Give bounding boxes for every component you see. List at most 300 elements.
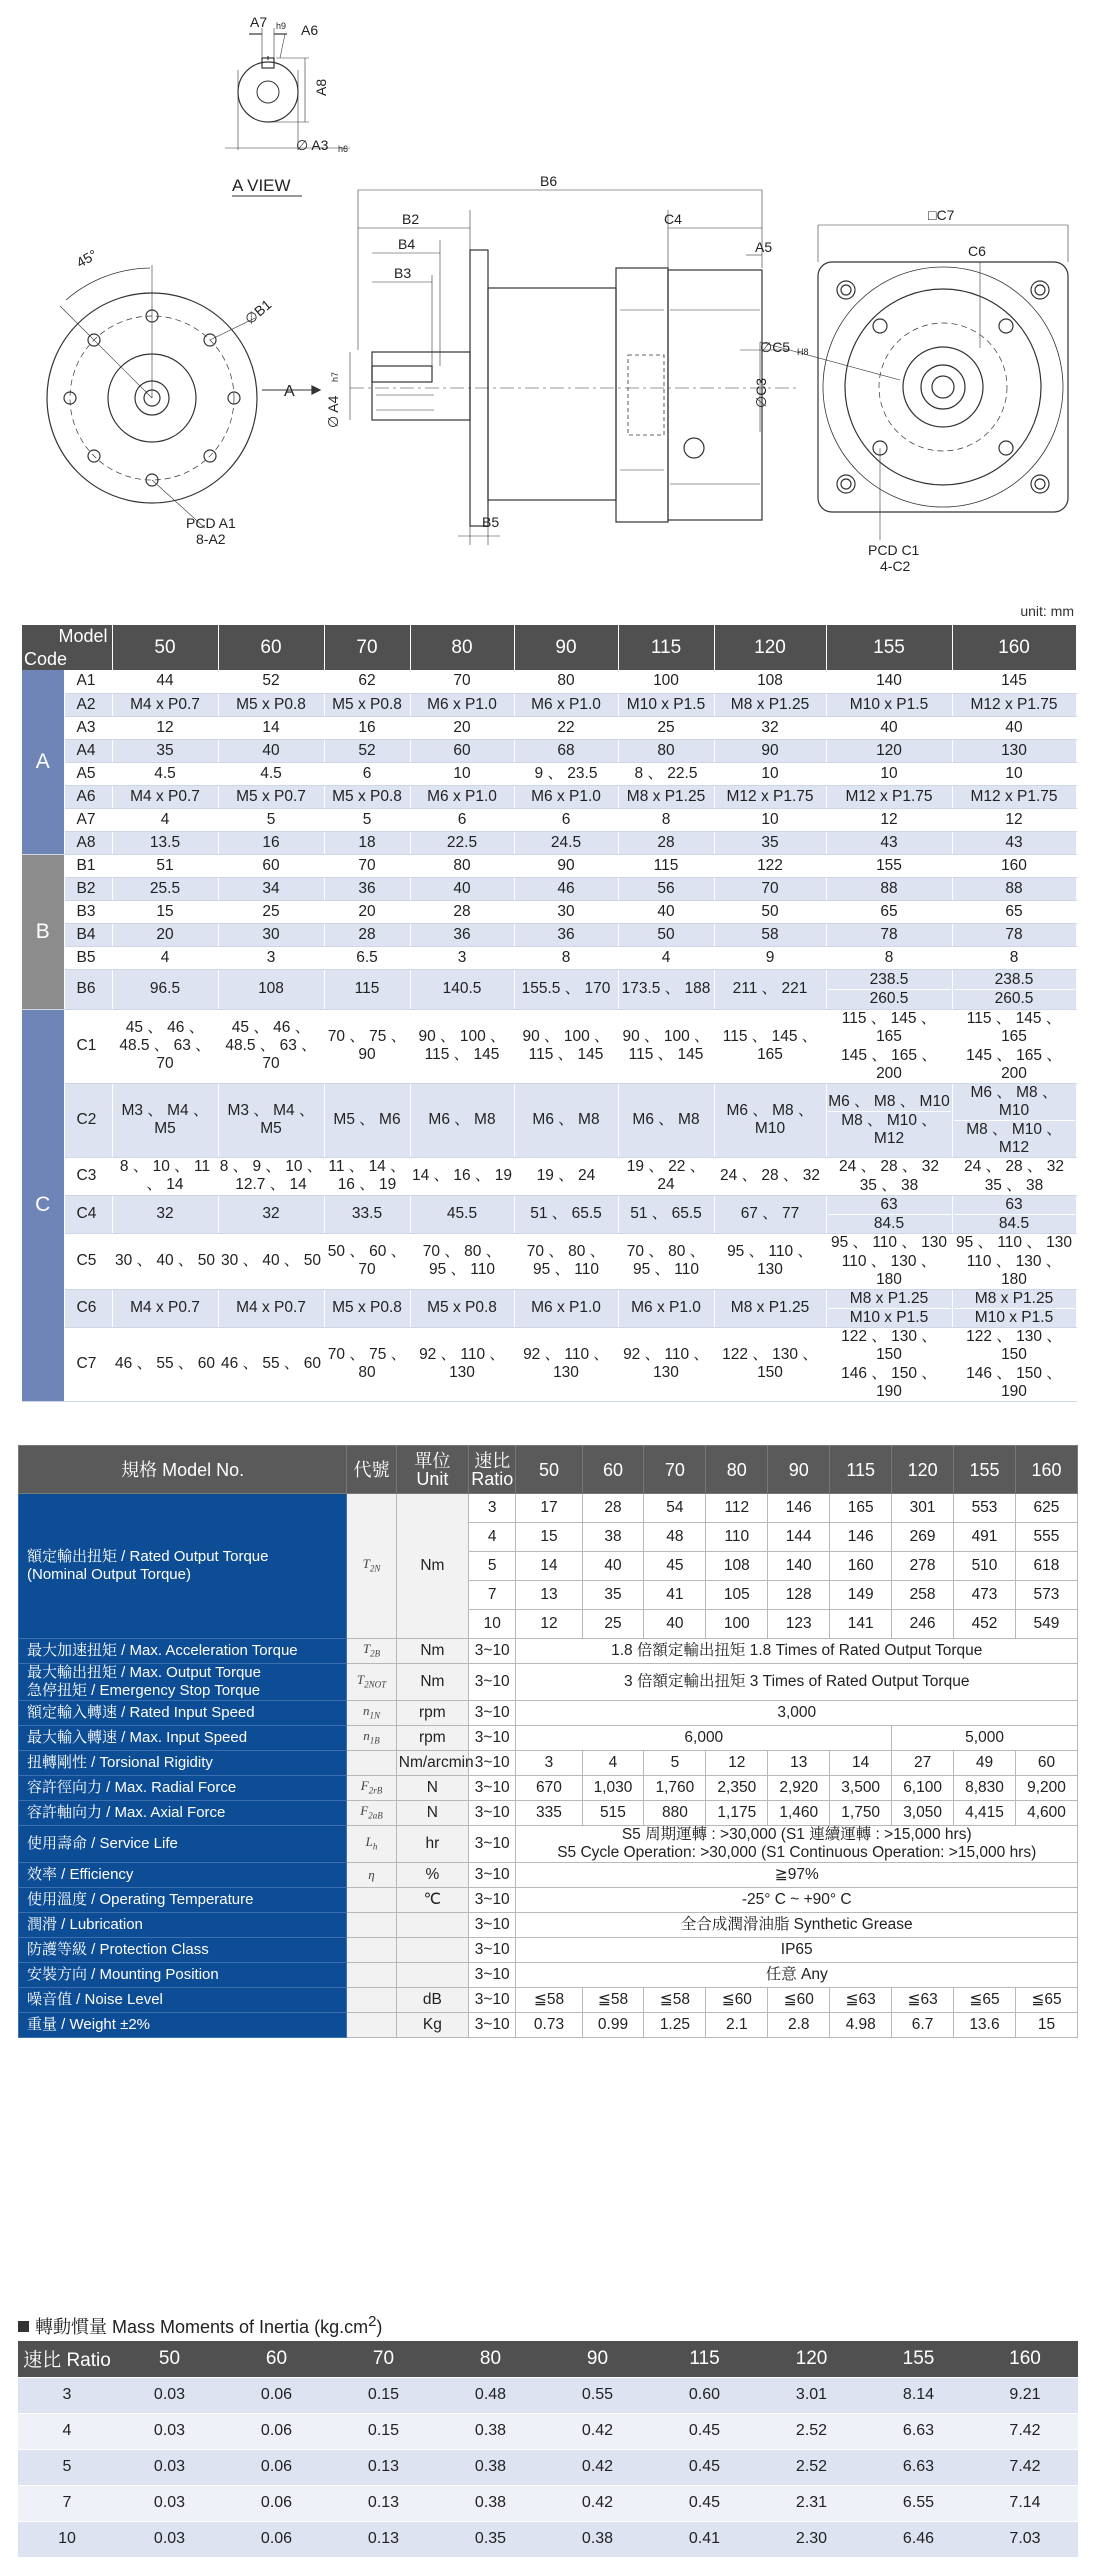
dimension-value (952, 1233, 1076, 1289)
torque-value: 14 (516, 1552, 582, 1581)
dimension-value-part: 80 (453, 856, 471, 874)
model-header: 155 (826, 625, 952, 670)
dimension-value-part: 40 (453, 879, 471, 897)
dimension-value-part: M6 x P1.0 (427, 695, 497, 713)
dimension-value (324, 1083, 410, 1157)
dimension-value (410, 716, 514, 739)
dimension-value-part: 50 、 60 、 70 (327, 1243, 407, 1278)
dimension-value (112, 969, 218, 1009)
model-header: 120 (758, 2341, 865, 2377)
inertia-value: 0.06 (223, 2521, 330, 2557)
dimension-value-part: 90 (557, 856, 575, 874)
dimension-value-part: 100 (653, 672, 679, 690)
spec-label: 額定輸入轉速 / Rated Input Speed (19, 1701, 347, 1726)
dimension-value-part: 115 (653, 856, 679, 874)
dimension-value-part: M12 x P1.75 (726, 787, 814, 805)
spec-unit: % (396, 1863, 468, 1888)
dimension-value-part: 40 (657, 902, 675, 920)
dimension-value-part: 51 、 65.5 (530, 1205, 602, 1222)
ratio-cell: 5 (18, 2449, 116, 2485)
spec-value: 3 (516, 1751, 582, 1776)
dimension-row (22, 1083, 1076, 1157)
dimension-value-part: 46 (557, 879, 575, 897)
dimension-value (952, 946, 1076, 969)
dimension-value (826, 1157, 952, 1195)
dimension-value (618, 1083, 714, 1157)
ratio-cell: 3~10 (469, 1751, 516, 1776)
model-header: 155 (865, 2341, 972, 2377)
dimension-value (218, 946, 324, 969)
dimension-value-part: M5 、 M6 (333, 1111, 401, 1128)
spec-symbol: $F_{2aB}$ (347, 1801, 397, 1826)
dimension-value (618, 1233, 714, 1289)
dimension-value-part: 32 (262, 1205, 280, 1222)
dimension-value-part: 10 (453, 764, 471, 782)
dimension-value-part: M6 x P1.0 (531, 787, 601, 805)
dimension-value (218, 762, 324, 785)
spec-value: 49 (954, 1751, 1016, 1776)
dimension-value (826, 739, 952, 762)
torque-value: 491 (954, 1523, 1016, 1552)
dimension-value-part: 145 、 165 、 200 (828, 1046, 951, 1083)
spec-value: 60 (1015, 1751, 1077, 1776)
spec-label: 重量 / Weight ±2% (19, 2013, 347, 2038)
dimension-value-part: 30 (262, 925, 280, 943)
dimension-row (22, 716, 1076, 739)
dimension-value (218, 1195, 324, 1233)
dimension-value (112, 923, 218, 946)
dimension-value (714, 969, 826, 1009)
dimension-value (514, 877, 618, 900)
dimension-value (514, 670, 618, 693)
dimension-value-part: 90 、 100 、 (418, 1028, 506, 1045)
dimension-value-part: M6 、 M8 、 M10 (970, 1083, 1058, 1119)
dimension-value-part: 70 、 75 、 90 (327, 1028, 407, 1063)
dimension-value-part: 10 (880, 764, 898, 782)
dimension-value (112, 900, 218, 923)
spec-value: 2,920 (768, 1776, 830, 1801)
spec-span-value: 1.8 倍額定輸出扭矩 1.8 Times of Rated Output Torque (516, 1639, 1078, 1664)
inertia-value: 0.42 (544, 2449, 651, 2485)
inertia-value: 8.14 (865, 2377, 972, 2413)
dimension-value-part: 8 (561, 948, 571, 966)
spec-label: 扭轉剛性 / Torsional Rigidity (19, 1751, 347, 1776)
ratio-cell: 3~10 (469, 1776, 516, 1801)
inertia-value: 7.03 (972, 2521, 1078, 2557)
spec-value: 14 (830, 1751, 892, 1776)
dimension-value-part: 92 、 110 、 130 (419, 1346, 505, 1381)
dimension-value (714, 1233, 826, 1289)
dimension-value-part: 56 (657, 879, 675, 897)
dimension-value (714, 854, 826, 877)
dimension-value (410, 1083, 514, 1157)
label-a: A (284, 383, 295, 400)
dimension-value (714, 808, 826, 831)
spec-span-value: IP65 (516, 1938, 1078, 1963)
dimension-value-part: M3 、 M4 、 M5 (227, 1102, 315, 1137)
dimension-value-part: 80 (557, 672, 575, 690)
ratio-header: 速比 Ratio (469, 1446, 516, 1494)
dimension-value (410, 1289, 514, 1327)
dimension-value (112, 1009, 218, 1083)
ratio-cell: 7 (18, 2485, 116, 2521)
spec-value: ≦63 (892, 1988, 954, 2013)
dimension-value-part: 40 (880, 718, 898, 736)
dimension-value (952, 670, 1076, 693)
spec-value: 5 (644, 1751, 706, 1776)
dimension-value (826, 693, 952, 716)
dimension-value (112, 1083, 218, 1157)
dimension-value-part: 50 (761, 902, 779, 920)
dimension-value (952, 1083, 1076, 1157)
rated-torque-symbol: $T_{2N}$ (347, 1494, 397, 1639)
inertia-ratio-header: 速比 Ratio (18, 2341, 116, 2377)
dimension-code: B3 (64, 900, 112, 923)
dimension-value (218, 1009, 324, 1083)
torque-value: 12 (516, 1610, 582, 1639)
dimension-value-part: 51 (156, 856, 174, 874)
dimension-value-part: M10 x P1.5 (828, 1308, 951, 1327)
dimension-value-part: 110 、 130 、 180 (828, 1252, 951, 1289)
label-b1: ∅B1 (241, 296, 275, 328)
dimension-value-part: 146 、 150 、 190 (954, 1364, 1075, 1401)
dimension-value (410, 1195, 514, 1233)
dimension-value-part: 115 、 145 (628, 1046, 704, 1063)
label-b6: B6 (540, 173, 558, 189)
model-code-corner (22, 625, 112, 670)
dimension-value-part: 70 、 75 、 80 (327, 1346, 407, 1381)
dimension-value (618, 716, 714, 739)
dimension-value (514, 1289, 618, 1327)
spec-row (19, 1664, 1078, 1701)
dimension-value (324, 670, 410, 693)
dimension-value (618, 969, 714, 1009)
dimension-code: A8 (64, 831, 112, 854)
inertia-value: 0.45 (651, 2485, 758, 2521)
dimension-value (514, 716, 618, 739)
dimension-value (324, 762, 410, 785)
dimension-code: A4 (64, 739, 112, 762)
dimension-value (618, 808, 714, 831)
dimension-value-part: 238.5 (994, 970, 1034, 988)
dimension-value (826, 1195, 952, 1233)
inertia-value: 0.60 (651, 2377, 758, 2413)
dimension-value (826, 854, 952, 877)
dimension-value-part: M6 x P1.0 (427, 787, 497, 805)
dimension-value (218, 1327, 324, 1401)
spec-value: 2.8 (768, 2013, 830, 2038)
model-header: 155 (954, 1446, 1016, 1494)
inertia-value: 0.38 (437, 2449, 544, 2485)
dimension-value-part: M6 、 M8 (532, 1111, 600, 1128)
spec-value: 1,030 (582, 1776, 644, 1801)
spec-symbol: $n_{1B}$ (347, 1726, 397, 1751)
inertia-value: 0.48 (437, 2377, 544, 2413)
inertia-row (18, 2521, 1078, 2557)
dimension-value (952, 1157, 1076, 1195)
dimension-value (514, 923, 618, 946)
spec-span-value: ≧97% (516, 1863, 1078, 1888)
dimension-value (218, 739, 324, 762)
dimension-value (618, 923, 714, 946)
dimension-value-part: 5 (266, 810, 276, 828)
torque-value: 128 (768, 1581, 830, 1610)
inertia-value: 0.03 (116, 2449, 223, 2485)
torque-value: 54 (644, 1494, 706, 1523)
dimension-value-part: 84.5 (828, 1214, 951, 1233)
dimension-value (324, 1327, 410, 1401)
spec-value: 2.1 (706, 2013, 768, 2038)
label-b4: B4 (398, 236, 416, 252)
dimension-value (952, 785, 1076, 808)
dimension-code: A1 (64, 670, 112, 693)
spec-symbol (347, 1988, 397, 2013)
dimension-value-part: 6 (362, 764, 372, 782)
dimension-row (22, 923, 1076, 946)
dimension-value-part: 48.5 、 63 、 70 (119, 1037, 211, 1072)
dimension-code: C1 (64, 1009, 112, 1083)
torque-value: 25 (582, 1610, 644, 1639)
dimension-value (618, 785, 714, 808)
dimension-value (324, 900, 410, 923)
inertia-value: 0.06 (223, 2449, 330, 2485)
dimension-value-part: 4.5 (154, 764, 176, 782)
technical-drawings (0, 0, 1096, 600)
dimension-value-part: 35 (156, 741, 174, 759)
dimension-value-part: 140.5 (442, 980, 482, 997)
dimension-body (22, 670, 1076, 1401)
spec-value: ≦60 (768, 1988, 830, 2013)
dimension-value (112, 1289, 218, 1327)
dimension-value-part: M6 x P1.0 (631, 1299, 701, 1316)
dimension-value (952, 831, 1076, 854)
dimension-value (514, 1157, 618, 1195)
label-b5: B5 (482, 514, 500, 530)
dimension-value (714, 1157, 826, 1195)
inertia-value: 0.13 (330, 2485, 437, 2521)
dimension-value-part: M4 x P0.7 (130, 1299, 200, 1316)
dimension-value (826, 900, 952, 923)
dimension-value-part: 115 、 145 、 165 (841, 1009, 937, 1045)
spec-row (19, 1726, 1078, 1751)
torque-value: 100 (706, 1610, 768, 1639)
dimension-value (112, 808, 218, 831)
dimension-value (324, 969, 410, 1009)
spec-value: 4 (582, 1751, 644, 1776)
spec-label: 使用溫度 / Operating Temperature (19, 1888, 347, 1913)
dimension-value-part: 16 (262, 833, 280, 851)
dimension-value (714, 762, 826, 785)
spec-span-value: 3 倍額定輸出扭矩 3 Times of Rated Output Torque (516, 1664, 1078, 1701)
dimension-value-part: M5 x P0.8 (427, 1299, 497, 1316)
label-c6: C6 (968, 243, 986, 259)
dimension-row (22, 1289, 1076, 1327)
label-a4: ∅ A4 (325, 395, 341, 428)
spec-value: 670 (516, 1776, 582, 1801)
dimension-value (714, 693, 826, 716)
dimension-value-part: 110 、 130 、 180 (954, 1252, 1075, 1289)
spec-body (19, 1494, 1078, 2038)
torque-value: 269 (892, 1523, 954, 1552)
torque-value: 108 (706, 1552, 768, 1581)
dimension-value (826, 808, 952, 831)
dimension-value (410, 831, 514, 854)
dimension-value-part: 40 (262, 741, 280, 759)
dimension-value (410, 1327, 514, 1401)
dimension-value (618, 1327, 714, 1401)
dimension-value-part: 96.5 (149, 980, 181, 997)
dimension-code: A3 (64, 716, 112, 739)
dimension-value (410, 693, 514, 716)
torque-value: 15 (516, 1523, 582, 1552)
label-c4: C4 (664, 211, 682, 227)
symbol-subscript: 1B (369, 1735, 380, 1746)
spec-unit: dB (396, 1988, 468, 2013)
dimension-value (514, 739, 618, 762)
dimension-value (324, 739, 410, 762)
dimension-table (22, 625, 1077, 1402)
spec-symbol (347, 2013, 397, 2038)
dimension-value (952, 762, 1076, 785)
dimension-value-part: 4 (160, 948, 170, 966)
dimension-value (112, 946, 218, 969)
spec-row (19, 1963, 1078, 1988)
dimension-value (714, 946, 826, 969)
dimension-value-part: 15 (156, 902, 174, 920)
dimension-value (324, 854, 410, 877)
torque-value: 123 (768, 1610, 830, 1639)
dimension-value (826, 877, 952, 900)
dimension-value-part: 95 、 110 (428, 1261, 496, 1278)
dimension-value (514, 808, 618, 831)
spec-value: 9,200 (1015, 1776, 1077, 1801)
dimension-value-part: 60 (262, 856, 280, 874)
dimension-value (410, 808, 514, 831)
dimension-value-part: 36 (358, 879, 376, 897)
dimension-value-part: 36 (557, 925, 575, 943)
dimension-value-part: 9 、 23.5 (534, 764, 598, 782)
dimension-value (618, 877, 714, 900)
spec-value: 12 (706, 1751, 768, 1776)
dimension-value-part: 108 (258, 980, 284, 997)
dimension-row (22, 900, 1076, 923)
spec-symbol: $F_{2rB}$ (347, 1776, 397, 1801)
dimension-value (514, 1083, 618, 1157)
rated-torque-label: 額定輸出扭矩 / Rated Output Torque (Nominal Output Torque) (19, 1494, 347, 1639)
model-header: 90 (514, 625, 618, 670)
spec-label: 潤滑 / Lubrication (19, 1913, 347, 1938)
inertia-row (18, 2449, 1078, 2485)
dimension-value (618, 693, 714, 716)
dimension-value-part: 58 (761, 925, 779, 943)
spec-value: ≦65 (954, 1988, 1016, 2013)
dimension-row (22, 739, 1076, 762)
ratio-cell: 3~10 (469, 1963, 516, 1988)
inertia-value: 0.03 (116, 2485, 223, 2521)
dimension-value (826, 831, 952, 854)
spec-symbol (347, 1938, 397, 1963)
spec-value: 2,350 (706, 1776, 768, 1801)
dimension-value-part: M5 x P0.8 (332, 695, 402, 713)
dimension-value (826, 762, 952, 785)
spec-value: 335 (516, 1801, 582, 1826)
dimension-row (22, 831, 1076, 854)
inertia-value: 0.35 (437, 2521, 544, 2557)
dimension-value-part: 45.5 (446, 1205, 478, 1222)
ratio-cell: 4 (18, 2413, 116, 2449)
dimension-value-part: 95 、 110 、 130 (727, 1243, 813, 1278)
model-header: 120 (892, 1446, 954, 1494)
dimension-value-part: 36 (453, 925, 471, 943)
dimension-value (324, 1009, 410, 1083)
dimension-value-part: 16 、 19 (337, 1176, 397, 1193)
label-c2: 4-C2 (880, 558, 911, 574)
torque-value: 165 (830, 1494, 892, 1523)
dimension-value-part: 63 (1005, 1195, 1023, 1213)
spec-label: 容許徑向力 / Max. Radial Force (19, 1776, 347, 1801)
ratio-cell: 10 (18, 2521, 116, 2557)
spec-value: 15 (1015, 2013, 1077, 2038)
dimension-value-part: M5 x P0.8 (332, 787, 402, 805)
dimension-value (714, 739, 826, 762)
model-header: 60 (582, 1446, 644, 1494)
torque-value: 452 (954, 1610, 1016, 1639)
torque-value: 278 (892, 1552, 954, 1581)
dimension-code: C4 (64, 1195, 112, 1233)
dimension-value-part: M6 、 M8 (632, 1111, 700, 1128)
dimension-value-part: 90 、 100 、 (522, 1028, 610, 1045)
dimension-value-part: M12 x P1.75 (845, 787, 933, 805)
dimension-header-row (22, 625, 1076, 670)
dimension-value-part: 45 、 46 、 (125, 1019, 205, 1036)
dimension-value (618, 946, 714, 969)
inertia-value: 2.52 (758, 2449, 865, 2485)
dimension-value-part: 84.5 (954, 1214, 1075, 1233)
dimension-value (218, 900, 324, 923)
dimension-value-part: 28 (358, 925, 376, 943)
inertia-title-sup: 2 (368, 2313, 377, 2330)
ratio-cell: 4 (469, 1523, 516, 1552)
spec-value: 3,050 (892, 1801, 954, 1826)
dimension-value-part: 6.5 (356, 948, 378, 966)
spec-unit (396, 1963, 468, 1988)
spec-unit: N (396, 1801, 468, 1826)
spec-span-value: S5 周期運轉 : >30,000 (S1 連續運轉 : >15,000 hrs) S5 Cycle Operation: >30,000 (S1 Continuous Operation: >15,000 hrs) (516, 1826, 1078, 1863)
dimension-value-part: 35 、 38 (828, 1176, 951, 1195)
dimension-code: B4 (64, 923, 112, 946)
dimension-value-part: 25 (262, 902, 280, 920)
dimension-code: B5 (64, 946, 112, 969)
ratio-cell: 3~10 (469, 1639, 516, 1664)
dimension-value-part: 48.5 、 63 、 70 (225, 1037, 317, 1072)
dimension-value-part: 5 (362, 810, 372, 828)
dimension-value (218, 716, 324, 739)
dimension-value-part: M8 x P1.25 (974, 1289, 1054, 1307)
model-header: 80 (706, 1446, 768, 1494)
dimension-value (714, 1327, 826, 1401)
spec-row (19, 1776, 1078, 1801)
torque-value: 40 (644, 1610, 706, 1639)
dimension-row (22, 670, 1076, 693)
dimension-row (22, 693, 1076, 716)
dimension-value-part: 10 (1005, 764, 1023, 782)
torque-value: 625 (1015, 1494, 1077, 1523)
inertia-value: 0.15 (330, 2413, 437, 2449)
spec-value: 6,100 (892, 1776, 954, 1801)
dimension-value-part: M8 、 M10 、 M12 (954, 1120, 1075, 1157)
dimension-value (514, 900, 618, 923)
corner-code: Code (24, 649, 68, 669)
